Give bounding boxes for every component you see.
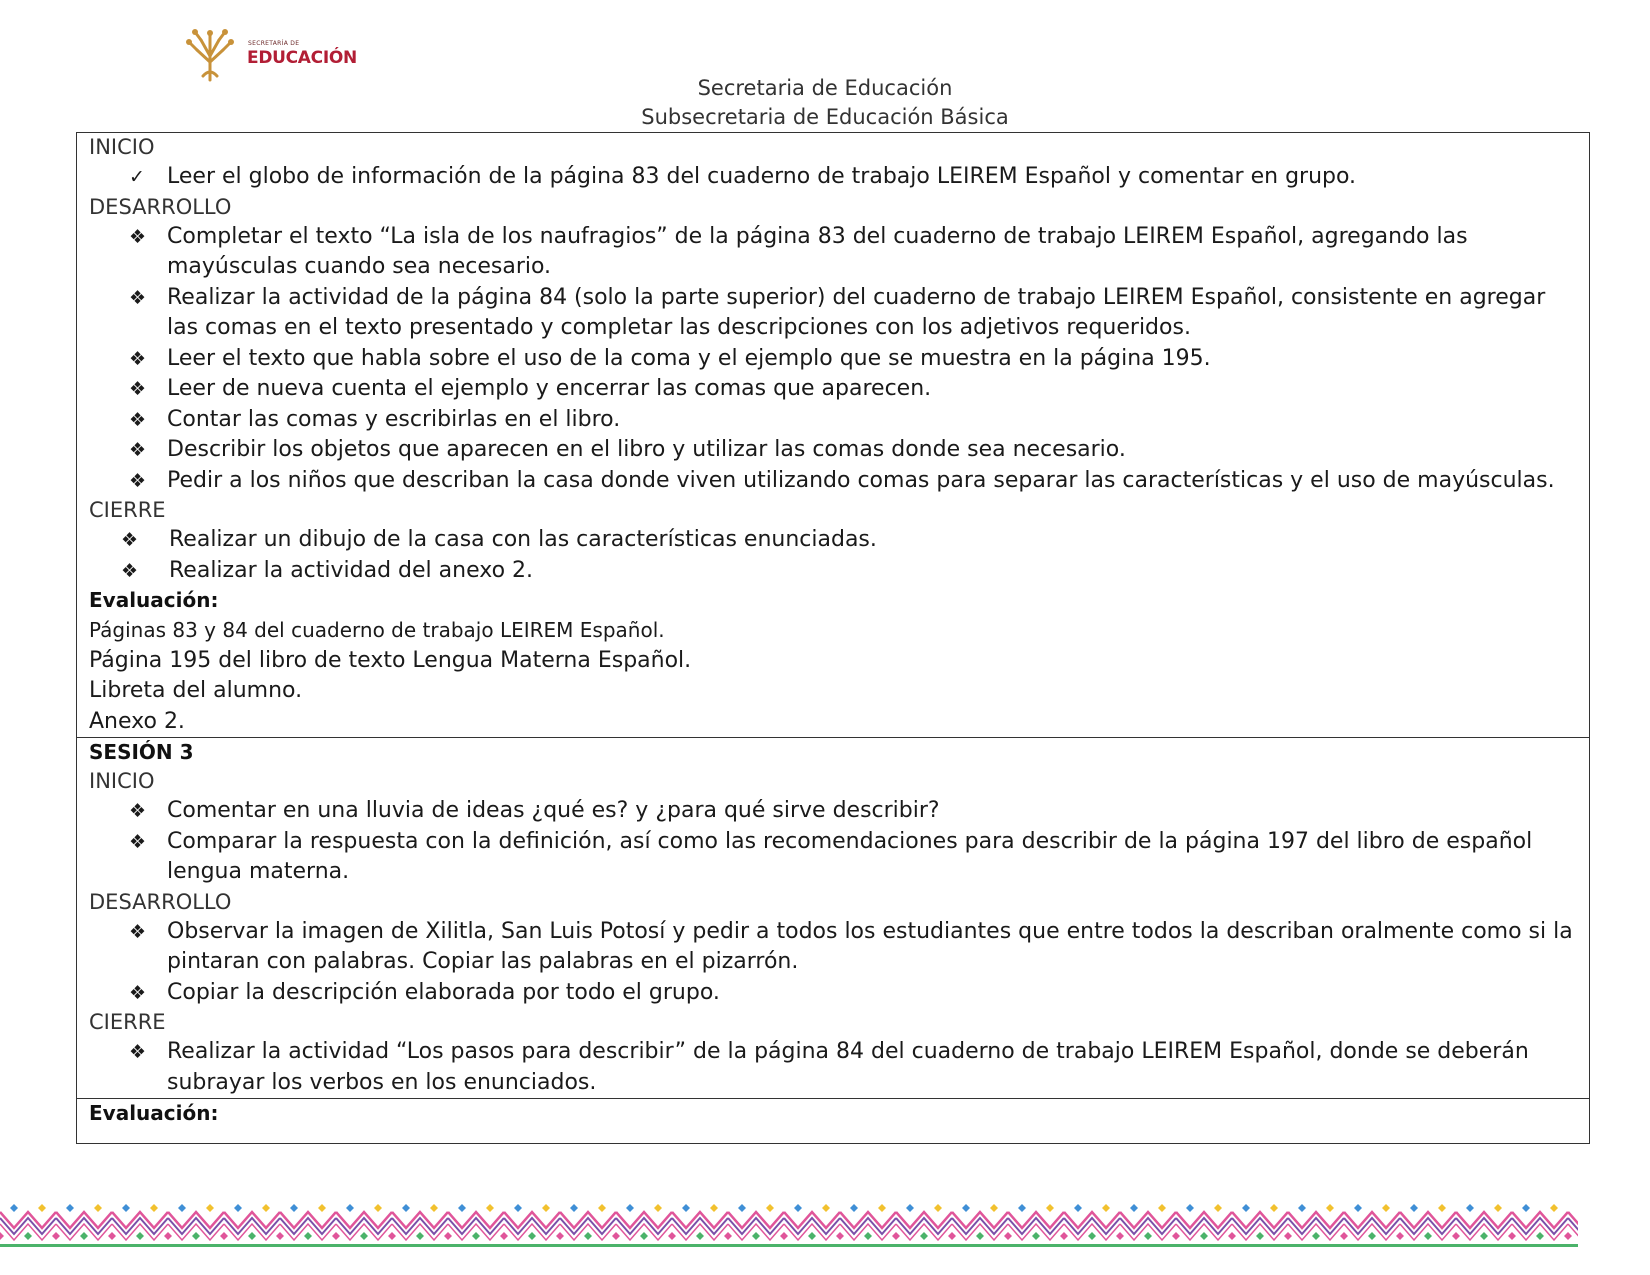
list-item: ❖ Realizar la actividad de la página 84 (solo la parte superior) del cuaderno de trabajo LEIREM Español, consistente en agregar las comas en el texto presentado y completar las descripciones con los adjetivos requeridos. — [129, 284, 1546, 340]
cierre-list — [89, 525, 1579, 586]
diamond-bullet-icon: ❖ — [129, 347, 147, 370]
list-item: ❖ Describir los objetos que aparecen en el libro y utilizar las comas donde sea necesario. — [89, 435, 1579, 466]
list-item: ✓ Leer el globo de información de la página 83 del cuaderno de trabajo LEIREM Español y comentar en grupo. — [89, 162, 1579, 193]
cierre-label: CIERRE — [89, 1010, 166, 1034]
evaluacion-line: Página 195 del libro de texto Lengua Materna Español. — [89, 647, 692, 673]
diamond-bullet-icon: ❖ — [129, 920, 147, 943]
cierre-label: CIERRE — [89, 498, 166, 522]
desarrollo-label: DESARROLLO — [89, 889, 232, 914]
evaluacion-cell — [77, 1099, 1589, 1143]
inicio-list — [89, 162, 1579, 193]
session-3-title: SESIÓN 3 — [89, 740, 194, 764]
header-line-2: Subsecretaria de Educación Básica — [641, 105, 1009, 129]
evaluacion-label: Evaluación: — [89, 588, 219, 612]
evaluacion-line: Libreta del alumno. — [89, 678, 303, 703]
logo-big-text: EDUCACIÓN — [247, 48, 357, 68]
planning-table — [76, 132, 1590, 1144]
list-item: ❖ Observar la imagen de Xilitla, San Luis Potosí y pedir a todos los estudiantes que entre todos la describan oralmente como si la pintaran con palabras. Copiar las palabras en el pizarrón. — [129, 918, 1573, 974]
desarrollo-list — [89, 222, 1579, 497]
list-item: ❖ Comentar en una lluvia de ideas ¿qué es? y ¿para qué sirve describir? — [89, 796, 1579, 827]
diamond-bullet-icon: ❖ — [129, 378, 147, 400]
evaluacion-line: Páginas 83 y 84 del cuaderno de trabajo LEIREM Español. — [89, 618, 665, 642]
diamond-bullet-icon: ❖ — [129, 981, 147, 1004]
list-item: ❖ Realizar la actividad del anexo 2. — [89, 556, 1579, 587]
desarrollo-list — [89, 917, 1579, 1009]
diamond-bullet-icon: ❖ — [129, 439, 147, 461]
header-line-1: Secretaria de Educación — [697, 76, 953, 100]
list-item: ❖ Realizar un dibujo de la casa con las características enunciadas. — [89, 525, 1579, 556]
list-item: ❖ Completar el texto “La isla de los naufragios” de la página 83 del cuaderno de trabajo LEIREM Español, agregando las mayúsculas cuando sea necesario. — [129, 223, 1468, 279]
evaluacion-line: Anexo 2. — [89, 708, 185, 734]
diamond-bullet-icon: ❖ — [129, 286, 147, 309]
diamond-bullet-icon: ❖ — [129, 469, 147, 492]
desarrollo-label: DESARROLLO — [89, 194, 232, 219]
diamond-bullet-icon: ❖ — [121, 529, 139, 551]
diamond-bullet-icon: ❖ — [129, 1041, 147, 1063]
diamond-bullet-icon: ❖ — [129, 800, 147, 822]
inicio-label: INICIO — [89, 769, 155, 793]
inicio-label: INICIO — [89, 135, 155, 159]
logo-small-text: SECRETARÍA DE — [248, 40, 300, 47]
diamond-bullet-icon: ❖ — [129, 830, 147, 853]
list-item: ❖ Comparar la respuesta con la definición, así como las recomendaciones para describir de la página 197 del libro de español lengua materna. — [129, 828, 1533, 884]
list-item: ❖ Leer el texto que habla sobre el uso de la coma y el ejemplo que se muestra en la página 195. — [89, 344, 1579, 375]
diamond-bullet-icon: ❖ — [129, 225, 147, 248]
list-item: ❖ Copiar la descripción elaborada por todo el grupo. — [89, 978, 1579, 1009]
session-2-cell — [77, 133, 1589, 738]
inicio-list — [89, 796, 1579, 888]
list-item: ❖ Contar las comas y escribirlas en el libro. — [89, 405, 1579, 436]
diamond-bullet-icon: ❖ — [129, 408, 147, 431]
session-3-cell — [77, 738, 1589, 1099]
check-icon: ✓ — [129, 166, 145, 188]
list-item: ❖ Leer de nueva cuenta el ejemplo y encerrar las comas que aparecen. — [89, 374, 1579, 405]
diamond-bullet-icon: ❖ — [121, 559, 139, 582]
decorative-embroidery-band — [0, 1198, 1578, 1248]
list-item: ❖ Pedir a los niños que describan la casa donde viven utilizando comas para separar las características y el uso de mayúsculas. — [89, 466, 1579, 497]
cierre-list — [89, 1037, 1579, 1098]
evaluacion-label: Evaluación: — [89, 1101, 219, 1125]
list-item: ❖ Realizar la actividad “Los pasos para describir” de la página 84 del cuaderno de trabajo LEIREM Español, donde se deberán subrayar los verbos en los enunciados. — [129, 1039, 1529, 1095]
